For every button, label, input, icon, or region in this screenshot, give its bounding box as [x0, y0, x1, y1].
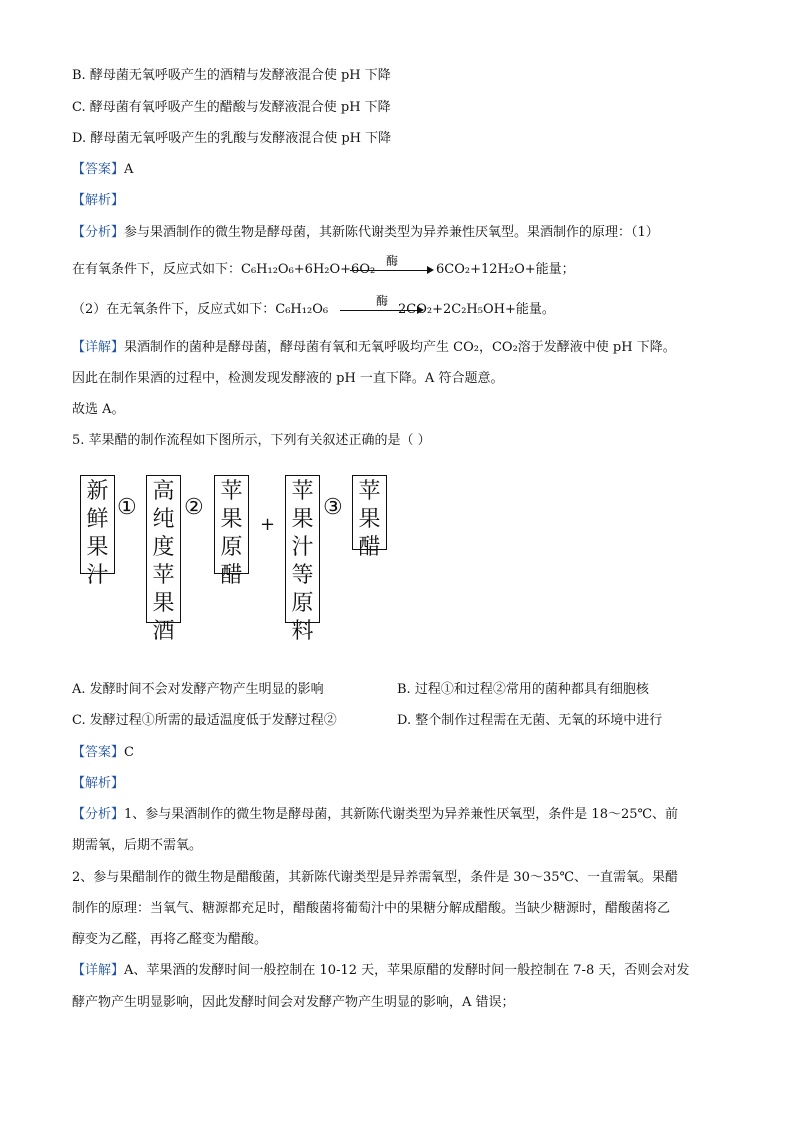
q4-conclusion: 故选 A。	[72, 402, 125, 417]
q5-option-c: C. 发酵过程①所需的最适温度低于发酵过程②	[72, 713, 337, 728]
box-char: 鲜	[86, 507, 109, 532]
box-char: 苹	[220, 479, 243, 504]
equation1-arrow	[350, 256, 434, 276]
step-1-label: ①	[117, 495, 137, 520]
box-char: 果	[291, 507, 314, 532]
q5-jiexi-tag: 【解析】	[72, 776, 125, 791]
q5-option-a: A. 发酵时间不会对发酵产物产生明显的影响	[72, 682, 324, 697]
box-char: 果	[86, 535, 109, 560]
box-char: 醋	[220, 563, 243, 588]
answer-tag: 【答案】	[72, 162, 125, 177]
box-char: 醋	[358, 535, 381, 560]
q5-analysis-2b: 制作的原理：当氧气、糖源都充足时，醋酸菌将葡萄汁中的果糖分解成醋酸。当缺少糖源时，醋酸菌将乙	[72, 901, 671, 916]
detail-text: A、苹果酒的发酵时间一般控制在 10-12 天，苹果原醋的发酵时间一般控制在 7-8 天，否则会对发	[124, 963, 690, 978]
analysis-tag: 【分析】	[72, 807, 125, 822]
detail-text: 果酒制作的菌种是酵母菌，酵母菌有氧和无氧呼吸均产生 CO₂，CO₂溶于发酵液中使 pH 下降。	[124, 340, 676, 355]
box-apple-juice-materials	[285, 475, 320, 644]
box-char: 汁	[86, 563, 109, 588]
enzyme-label: 酶	[385, 254, 398, 268]
analysis-tag: 【分析】	[72, 225, 125, 240]
answer-value: C	[124, 745, 134, 760]
analysis-text: 参与果酒制作的微生物是酵母菌，其新陈代谢类型为异养兼性厌氧型。果酒制作的原理：（1）	[124, 225, 659, 240]
q5-analysis-1b: 期需氧，后期不需氧。	[72, 838, 203, 853]
q4-jiexi-tag: 【解析】	[72, 193, 125, 208]
detail-tag: 【详解】	[72, 963, 125, 978]
box-char: 原	[291, 591, 314, 616]
box-char: 纯	[152, 507, 175, 532]
q4-option-c: C. 酵母菌有氧呼吸产生的醋酸与发酵液混合使 pH 下降	[72, 100, 391, 115]
plus-sign: +	[260, 514, 276, 535]
box-char: 苹	[358, 479, 381, 504]
box-high-purity-cider	[146, 475, 181, 644]
q5-analysis-2c: 醇变为乙醛，再将乙醛变为醋酸。	[72, 932, 268, 947]
step-3-label: ③	[323, 495, 343, 520]
box-char: 等	[291, 563, 314, 588]
equation1-prefix: 在有氧条件下，反应式如下：C₆H₁₂O₆+6H₂O+6O₂	[72, 262, 376, 277]
q5-answer	[72, 744, 134, 762]
box-char: 原	[220, 535, 243, 560]
q4-option-d: D. 酵母菌无氧呼吸产生的乳酸与发酵液混合使 pH 下降	[72, 131, 392, 146]
q4-detail-line2: 因此在制作果酒的过程中，检测发现发酵液的 pH 一直下降。A 符合题意。	[72, 371, 504, 386]
step-2-label: ②	[184, 495, 204, 520]
q5-detail-2: 酵产物产生明显影响，因此发酵时间会对发酵产物产生明显的影响，A 错误；	[72, 995, 515, 1010]
q5-analysis-2a: 2、参与果醋制作的微生物是醋酸菌，其新陈代谢类型是异养需氧型，条件是 30～35℃、一直需氧。果醋	[72, 870, 679, 885]
box-char: 苹	[291, 479, 314, 504]
q5-stem: 5. 苹果醋的制作流程如下图所示，下列有关叙述正确的是（ ）	[72, 433, 431, 448]
enzyme-label: 酶	[375, 294, 388, 308]
box-char: 苹	[152, 563, 175, 588]
box-char: 果	[358, 507, 381, 532]
equation2-suffix: 2CO₂+2C₂H₅OH+能量。	[398, 302, 555, 317]
q4-detail-line1	[72, 339, 676, 357]
box-char: 汁	[291, 535, 314, 560]
q4-analysis-line1	[72, 224, 659, 242]
box-char: 酒	[152, 619, 175, 644]
box-char: 果	[152, 591, 175, 616]
answer-tag: 【答案】	[72, 745, 125, 760]
q5-option-b: B. 过程①和过程②常用的菌种都具有细胞核	[397, 682, 649, 697]
box-apple-vinegar	[352, 475, 387, 560]
box-char: 新	[86, 479, 109, 504]
equation2-prefix: （2）在无氧条件下，反应式如下：C₆H₁₂O₆	[72, 302, 329, 317]
box-char: 果	[220, 507, 243, 532]
q5-detail-1	[72, 962, 689, 980]
box-char: 度	[152, 535, 175, 560]
equation1-suffix: 6CO₂+12H₂O+能量；	[436, 262, 575, 277]
box-apple-raw-vinegar	[214, 475, 249, 588]
q5-option-d: D. 整个制作过程需在无菌、无氧的环境中进行	[397, 713, 663, 728]
box-char: 料	[291, 619, 314, 644]
detail-tag: 【详解】	[72, 340, 125, 355]
analysis-text: 1、参与果酒制作的微生物是酵母菌，其新陈代谢类型为异养兼性厌氧型，条件是 18～25℃、前	[124, 807, 679, 822]
q5-analysis-1a	[72, 806, 678, 824]
answer-value: A	[124, 162, 134, 177]
box-fresh-juice	[80, 475, 115, 588]
q4-option-b: B. 酵母菌无氧呼吸产生的酒精与发酵液混合使 pH 下降	[72, 68, 391, 83]
q4-answer	[72, 161, 133, 179]
box-char: 高	[152, 479, 175, 504]
